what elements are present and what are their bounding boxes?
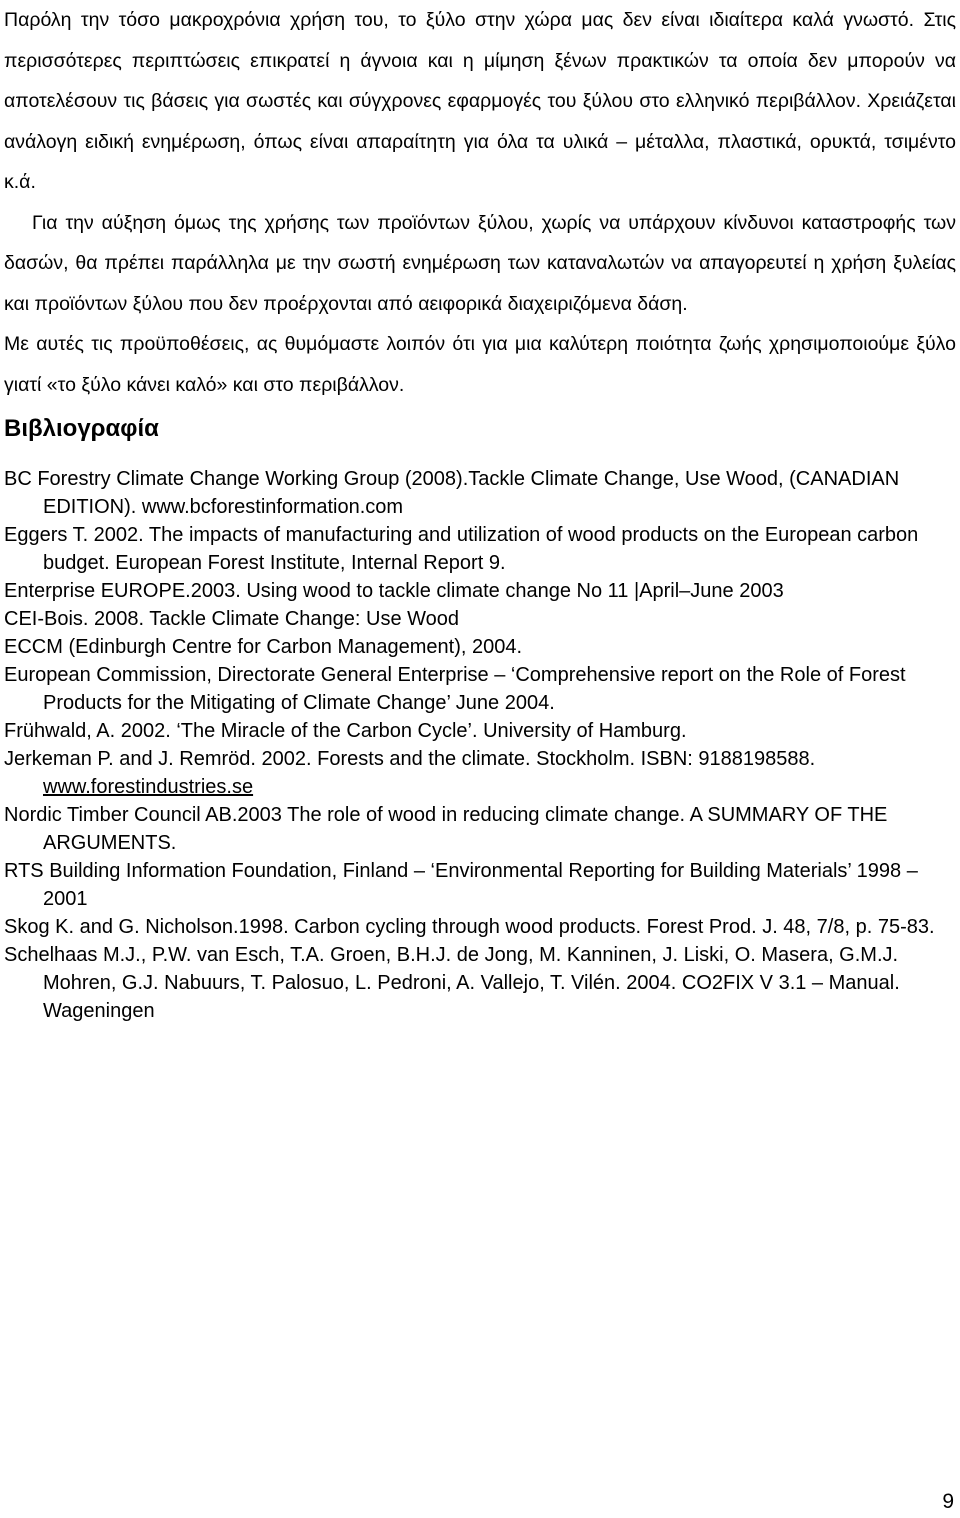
reference-item: Schelhaas M.J., P.W. van Esch, T.A. Groen, B.H.J. de Jong, M. Kanninen, J. Liski, O. Masera, G.M.J. Mohren, G.J. Nabuurs, T. Palosuo, L. Pedroni, A. Vallejo, T. Vilén. 2004. CO2FIX V 3.1 – Manual. Wageningen xyxy=(4,944,900,1022)
paragraph-conclusion: Με αυτές τις προϋποθέσεις, ας θυμόμαστε λοιπόν ότι για μια καλύτερη ποιότητα ζωής χρησιμοποιούμε ξύλο γιατί «το ξύλο κάνει καλό» και στο περιβάλλον. xyxy=(4,333,956,396)
reference-text: Jerkeman P. and J. Remröd. 2002. Forests and the climate. Stockholm. ISBN: 9188198588. xyxy=(4,748,816,770)
bibliography-heading: Βιβλιογραφία xyxy=(4,415,159,442)
reference-item: Eggers T. 2002. The impacts of manufacturing and utilization of wood products on the European carbon budget. European Forest Institute, Internal Report 9. xyxy=(4,524,919,574)
reference-item: Skog K. and G. Nicholson.1998. Carbon cycling through wood products. Forest Prod. J. 48, 7/8, p. 75-83. xyxy=(4,916,935,938)
reference-item: Frühwald, A. 2002. ‘The Miracle of the Carbon Cycle’. University of Hamburg. xyxy=(4,720,687,742)
paragraph-sustainable-forests: Για την αύξηση όμως της χρήσης των προϊόντων ξύλου, χωρίς να υπάρχουν κίνδυνοι καταστροφής των δασών, θα πρέπει παράλληλα με την σωστή ενημέρωση των καταναλωτών να απαγορευτεί η χρήση ξυλείας και προϊόντων ξύλου που δεν προέρχονται από αειφορικά διαχειριζόμενα δάση. xyxy=(4,211,956,315)
reference-item: ECCM (Edinburgh Centre for Carbon Management), 2004. xyxy=(4,636,523,658)
reference-item: BC Forestry Climate Change Working Group (2008).Tackle Climate Change, Use Wood, (CANADIAN EDITION). www.bcforestinformation.com xyxy=(4,468,900,518)
reference-item xyxy=(4,745,956,801)
forestindustries-link[interactable]: www.forestindustries.se xyxy=(43,776,254,798)
reference-item: RTS Building Information Foundation, Finland – ‘Environmental Reporting for Building Materials’ 1998 – 2001 xyxy=(4,860,918,910)
reference-item: Nordic Timber Council AB.2003 The role of wood in reducing climate change. A SUMMARY OF THE ARGUMENTS. xyxy=(4,804,888,854)
reference-item: Enterprise EUROPE.2003. Using wood to tackle climate change No 11 |April–June 2003 xyxy=(4,580,784,602)
reference-item: CEI-Bois. 2008. Tackle Climate Change: Use Wood xyxy=(4,608,460,630)
page-number: 9 xyxy=(942,1490,954,1513)
paragraph-wood-awareness: Παρόλη την τόσο μακροχρόνια χρήση του, το ξύλο στην χώρα μας δεν είναι ιδιαίτερα καλά γνωστό. Στις περισσότερες περιπτώσεις επικρατεί η άγνοια και η μίμηση ξένων πρακτικών τα οποία δεν μπορούν να αποτελέσουν τις βάσεις για σωστές και σύγχρονες εφαρμογές του ξύλου στο ελληνικό περιβάλλον. Χρειάζεται ανάλογη ειδική ενημέρωση, όπως είναι απαραίτητη για όλα τα υλικά – μέταλλα, πλαστικά, ορυκτά, τσιμέντο κ.ά. xyxy=(4,9,956,193)
reference-item: European Commission, Directorate General Enterprise – ‘Comprehensive report on the Role of Forest Products for the Mitigating of Climate Change’ June 2004. xyxy=(4,664,906,714)
bibliography-list xyxy=(4,465,956,1025)
document-page xyxy=(4,0,956,1025)
